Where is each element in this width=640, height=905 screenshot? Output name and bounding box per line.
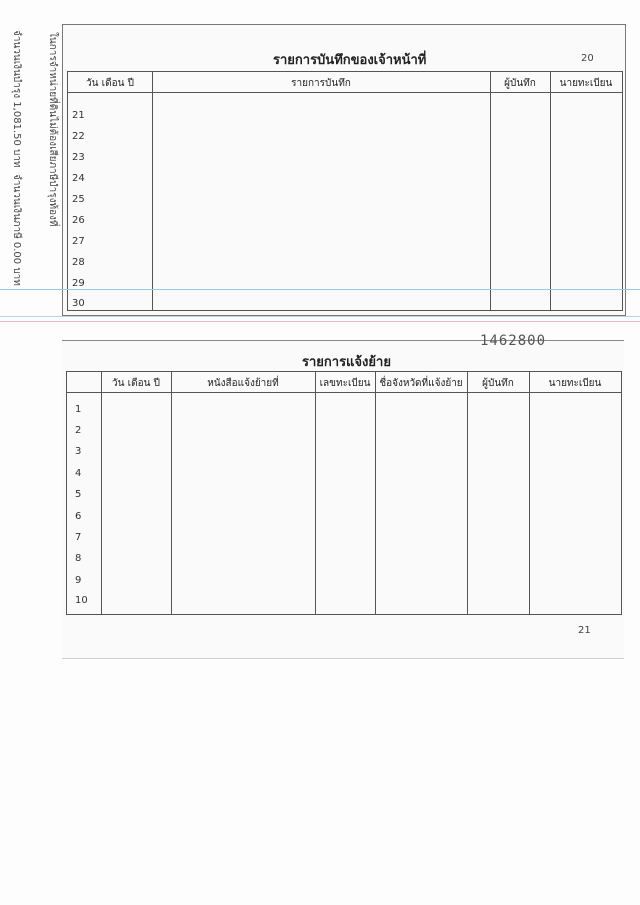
row-number: 7 <box>75 532 82 543</box>
header-record: รายการบันทึก <box>291 78 351 89</box>
row-number: 27 <box>72 236 85 247</box>
header-registrar: นายทะเบียน <box>559 78 613 89</box>
header-registrar: นายทะเบียน <box>548 378 602 389</box>
row-number: 25 <box>72 194 85 205</box>
sidebar-line-2: จำนวนเงินบำรุง 1,081.50 บาท <box>11 30 22 168</box>
row-number: 23 <box>72 152 85 163</box>
row-number: 21 <box>72 110 85 121</box>
row-number: 22 <box>72 131 85 142</box>
row-number: 30 <box>72 298 85 309</box>
row-number: 26 <box>72 215 85 226</box>
sidebar-notes <box>2 24 62 314</box>
header-province: ชื่อจังหวัดที่แจ้งย้าย <box>379 378 463 389</box>
row-number: 24 <box>72 173 85 184</box>
row-number: 28 <box>72 257 85 268</box>
relocation-sheet <box>62 333 624 659</box>
scan-line <box>0 289 640 290</box>
section2-title: รายการแจ้งย้าย <box>302 355 391 370</box>
header-date: วัน เดือน ปี <box>112 378 160 389</box>
officer-record-table <box>67 71 623 311</box>
row-number: 6 <box>75 511 82 522</box>
row-number: 1 <box>75 404 82 415</box>
header-recorder: ผู้บันทึก <box>504 78 536 89</box>
row-number: 10 <box>75 595 88 606</box>
section1-title: รายการบันทึกของเจ้าหน้าที่ <box>273 53 427 68</box>
scan-line <box>0 316 640 317</box>
row-number: 4 <box>75 468 82 479</box>
row-number: 9 <box>75 575 82 586</box>
header-date: วัน เดือน ปี <box>86 78 134 89</box>
sidebar-line-3: จำนวนเงินภาษี 0.00 บาท <box>11 174 22 286</box>
row-number: 8 <box>75 553 82 564</box>
page-number-21: 21 <box>578 625 591 636</box>
row-number: 3 <box>75 446 82 457</box>
sidebar-line-1: ในการจำหน่ายที่ดินไม่ต้องเสียภาษีบำรุงท้องที่ <box>47 32 58 227</box>
scan-line <box>0 321 640 322</box>
relocation-table <box>66 371 622 615</box>
row-number: 29 <box>72 278 85 289</box>
header-reg-no: เลขทะเบียน <box>319 378 371 389</box>
sheet-edge <box>62 658 624 659</box>
row-number: 2 <box>75 425 82 436</box>
page-number-20: 20 <box>581 53 594 64</box>
serial-number: 1462800 <box>480 333 547 349</box>
officer-record-sheet <box>62 24 626 316</box>
row-number: 5 <box>75 489 82 500</box>
header-notice: หนังสือแจ้งย้ายที่ <box>207 378 279 389</box>
header-recorder: ผู้บันทึก <box>482 378 514 389</box>
